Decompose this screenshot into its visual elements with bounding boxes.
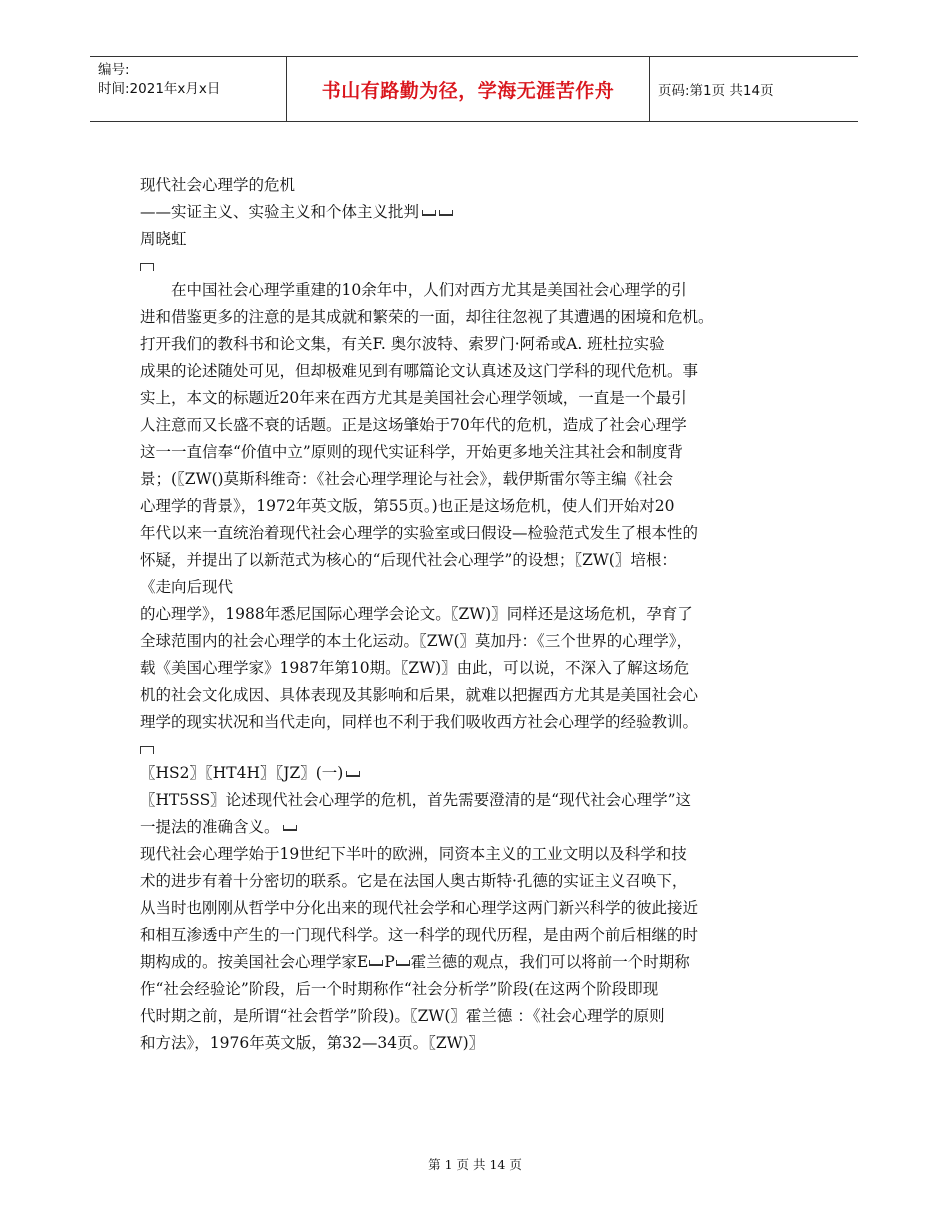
header-motto: 书山有路勤为径，学海无涯苦作舟 — [286, 57, 650, 121]
text-line: 和方法》，1976年英文版，第32—34页。〖ZW)〗 — [140, 1034, 485, 1052]
text-line: 成果的论述随处可见，但却极难见到有哪篇论文认真述及这门学科的现代危机。事 — [140, 362, 699, 380]
text-line: 怀疑，并提出了以新范式为核心的“后现代社会心理学”的设想；〖ZW(〗培根： — [140, 551, 677, 569]
text-line: 载《美国心理学家》1987年第10期。〖ZW)〗由此，可以说，不深入了解这场危 — [140, 659, 690, 677]
text-line: 全球范围内的社会心理学的本土化运动。〖ZW(〗莫加丹：《三个世界的心理学》， — [140, 632, 693, 650]
text-line: 作“社会经验论”阶段，后一个时期称作“社会分析学”阶段(在这两个阶段即现 — [140, 980, 659, 998]
text-line — [140, 949, 820, 976]
section-heading-text: 〖HS2〗〖HT4H〗〖JZ〗(一) — [140, 764, 344, 782]
text-segment: 霍兰德的观点，我们可以将前一个时期称 — [410, 953, 690, 971]
header-meta — [90, 57, 286, 121]
format-marker-icon — [369, 960, 383, 966]
format-marker-icon — [439, 210, 453, 216]
text-line: 心理学的背景》，1972年英文版，第55页。)也正是这场危机，使人们开始对20 — [140, 497, 675, 515]
paragraph-1 — [140, 277, 820, 736]
text-segment: 期构成的。按美国社会心理学家E — [140, 953, 369, 971]
text-line: 术的进步有着十分密切的联系。它是在法国人奥古斯特·孔德的实证主义召唤下， — [140, 872, 688, 890]
format-marker-icon — [396, 960, 410, 966]
page-footer: 第 1 页 共 14 页 — [428, 1157, 522, 1172]
subtitle-text: ——实证主义、实验主义和个体主义批判 — [140, 203, 420, 221]
section-intro-text: 一提法的准确含义。 — [140, 818, 280, 836]
marker-line — [140, 253, 820, 277]
document-author: 周晓虹 — [140, 230, 187, 248]
document-title: 现代社会心理学的危机 — [140, 176, 296, 194]
text-line: 现代社会心理学始于19世纪下半叶的欧洲，同资本主义的工业文明以及科学和技 — [140, 845, 687, 863]
section-heading — [140, 760, 820, 787]
text-line: 〖HT5SS〗论述现代社会心理学的危机，首先需要澄清的是“现代社会心理学”这 — [140, 791, 692, 809]
text-line: 这一一直信奉“价值中立”原则的现代实证科学，开始更多地关注其社会和制度背 — [140, 443, 683, 461]
text-line: 的心理学》，1988年悉尼国际心理学会论文。〖ZW)〗同样还是这场危机，孕育了 — [140, 605, 693, 623]
text-line: 年代以来一直统治着现代社会心理学的实验室或曰假设—检验范式发生了根本性的 — [140, 524, 699, 542]
format-marker-icon — [422, 210, 436, 216]
text-line: 打开我们的教科书和论文集，有关F. 奥尔波特、索罗门·阿希或A. 班杜拉实验 — [140, 335, 665, 353]
text-line: 在中国社会心理学重建的10余年中，人们对西方尤其是美国社会心理学的引 — [140, 281, 687, 299]
text-line: 实上，本文的标题近20年来在西方尤其是美国社会心理学领域，一直是一个最引 — [140, 389, 687, 407]
text-line: 理学的现实状况和当代走向，同样也不利于我们吸收西方社会心理学的经验教训。 — [140, 713, 699, 731]
text-line: 机的社会文化成因、具体表现及其影响和后果，就难以把握西方尤其是美国社会心 — [140, 686, 699, 704]
text-line: 《走向后现代 — [140, 578, 234, 596]
format-marker-icon — [283, 825, 297, 831]
text-line — [140, 814, 820, 841]
text-segment: P — [384, 953, 395, 971]
page-header — [90, 56, 858, 122]
document-time-label: 时间:2021年x月x日 — [98, 81, 221, 97]
marker-line — [140, 736, 820, 760]
document-number-label: 编号: — [98, 62, 130, 78]
paragraph-2 — [140, 841, 820, 1057]
header-page-info: 页码:第1页 共14页 — [658, 83, 774, 99]
format-marker-icon — [140, 263, 154, 271]
document-subtitle — [140, 199, 820, 226]
document-body — [140, 172, 820, 1057]
text-line: 人注意而又长盛不衰的话题。正是这场肇始于70年代的危机，造成了社会心理学 — [140, 416, 687, 434]
text-line: 代时期之前，是所谓“社会哲学”阶段)。〖ZW(〗霍兰德 ：《社会心理学的原则 — [140, 1007, 665, 1025]
text-line: 和相互渗透中产生的一门现代科学。这一科学的现代历程，是由两个前后相继的时 — [140, 926, 699, 944]
format-marker-icon — [346, 771, 360, 777]
text-line: 从当时也刚刚从哲学中分化出来的现代社会学和心理学这两门新兴科学的彼此接近 — [140, 899, 699, 917]
text-line: 景；(〖ZW()莫斯科维奇：《社会心理学理论与社会》，载伊斯雷尔等主编《社会 — [140, 470, 674, 488]
text-line: 进和借鉴更多的注意的是其成就和繁荣的一面，却往往忽视了其遭遇的困境和危机。 — [140, 308, 714, 326]
format-marker-icon — [140, 746, 154, 754]
